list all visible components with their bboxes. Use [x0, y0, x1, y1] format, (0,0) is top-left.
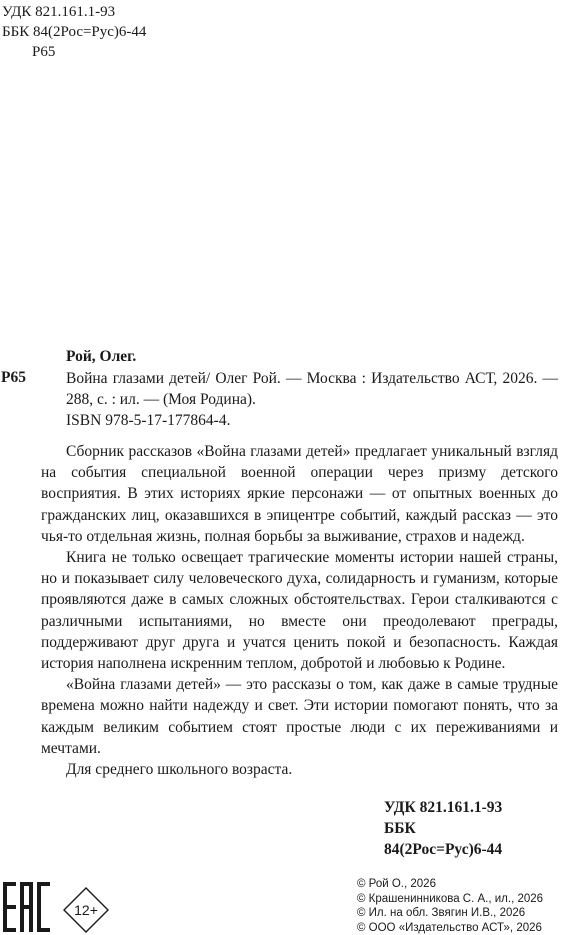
- margin-author-code: Р65: [1, 369, 26, 387]
- age-rating-label: 12+: [62, 886, 110, 934]
- annotation-paragraph: «Война глазами детей» — это рассказы о том, как даже в самые трудные времена можно найти надежду и свет. Эти истории помогают понять, что за каждым великим событием стоят простые люди с их переживаниями и мечтами.: [41, 674, 558, 759]
- copyright-line: © Ил. на обл. Звягин И.В., 2026: [357, 906, 543, 921]
- copyright-line: © Крашенинникова С. А., ил., 2026: [357, 892, 543, 907]
- header-udk: УДК 821.161.1-93: [2, 2, 146, 22]
- header-author-code: Р65: [2, 42, 146, 62]
- classification-udk: УДК 821.161.1-93: [384, 797, 502, 818]
- classification-bbk-label: ББК: [384, 818, 502, 839]
- classification-bbk-value: 84(2Рос=Рус)6-44: [384, 839, 502, 860]
- annotation-paragraph: Книга не только освещает трагические моменты истории нашей страны, но и показывает силу человеческого духа, солидарность и гуманизм, которые проявляются даже в самых сложных обстоятельствах. Герои сталкиваются с различными испытаниями, но вместе они преодолевают преграды, поддерживают друг друга и учатся ценить покой и безопасность. Каждая история наполнена искренним теплом, добротой и любовью к Родине.: [41, 547, 558, 674]
- author-heading: Рой, Олег.: [66, 348, 136, 366]
- header-bbk: ББК 84(2Рос=Рус)6-44: [2, 22, 146, 42]
- header-codes: [2, 2, 146, 62]
- classification-block: [384, 797, 502, 860]
- copyright-line: © ООО «Издательство АСТ», 2026: [357, 921, 543, 935]
- annotation: [41, 441, 558, 780]
- copyright-line: © Рой О., 2026: [357, 877, 543, 892]
- bibliographic-description: Война глазами детей/ Олег Рой. — Москва : Издательство АСТ, 2026. — 288, с. : ил. — (Моя Родина).: [66, 368, 558, 410]
- copyright-block: [357, 877, 543, 935]
- audience-note: Для среднего школьного возраста.: [41, 759, 558, 780]
- eac-logo: [3, 882, 51, 932]
- annotation-paragraph: Сборник рассказов «Война глазами детей» предлагает уникальный взгляд на события специальной военной операции через призму детского восприятия. В этих историях яркие персонажи — от опытных военных до гражданских лиц, оказавшихся в эпицентре событий, каждый рассказ — это чья-то отдельная жизнь, полная борьбы за выживание, страхов и надежд.: [41, 441, 558, 547]
- isbn: ISBN 978-5-17-177864-4.: [66, 412, 230, 430]
